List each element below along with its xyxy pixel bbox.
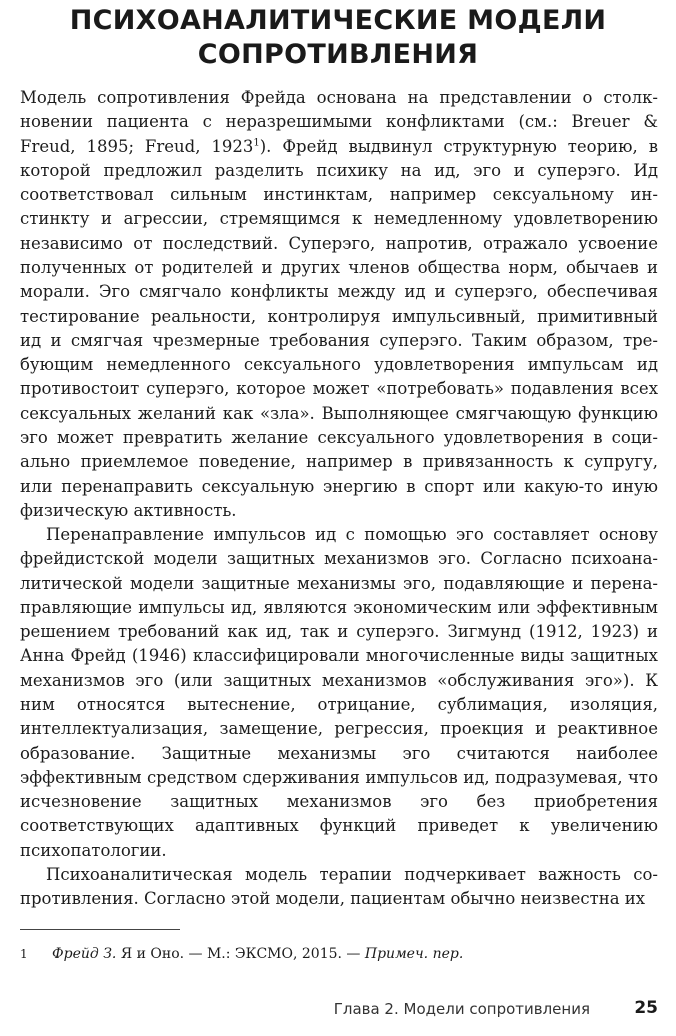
paragraph-1-part-2: ). Фрейд выдвинул структурную теорию, в которой предложил разделить психику на ид, эго и суперэго. Ид соответствовал сильным инстинктам, например сексуальному инстинкту и агрессии, стремящимся к немедленному удовлетворению независимо от последствий. Суперэго, напротив, отражало усвоение полученных от родителей и других членов общества норм, обычаев и морали. Эго смягчало конфликты между ид и суперэго, обеспечивая тестирование реальности, контролируя импульсивный, примитивный ид и смягчая чрезмерные требования суперэго. Таким образом, требующим немедленного сексуального удовлетворения импульсам ид противостоит суперэго, которое может «потребовать» подавления всех сексуальных желаний как «зла». Выполняющее смягчающую функцию эго может превратить желание сексуального удовлетворения в социально приемлемое поведение, например в привязанность к супругу, или перенаправить сексуальную энергию в спорт или какую-то иную физическую активность. [20, 136, 658, 520]
paragraph-2: Перенаправление импульсов ид с помощью эго составляет основу фрейдистской модели защитных механизмов эго. Согласно психоаналитической модели защитные механизмы эго, подавляющие и перенаправляющие импульсы ид, являются экономическим или эффективным решением требований как ид, так и суперэго. Зигмунд (1912, 1923) и Анна Фрейд (1946) классифицировали многочисленные виды защитных механизмов эго (или защитных механизмов «обслуживания эго»). К ним относятся вытеснение, отрицание, сублимация, изоляция, интеллектуализация, замещение, регрессия, проекция и реактивное образование. Защитные механизмы эго считаются наиболее эффективным средством сдерживания импульсов ид, подразумевая, что исчезновение защитных механизмов эго без приобретения соответствующих адаптивных функций приведет к увеличению психопатологии. [20, 525, 658, 860]
page-number: 25 [634, 998, 658, 1018]
paragraph-3: Психоаналитическая модель терапии подчеркивает важность сопротивления. Согласно этой модели, пациентам обычно неизвестна их [20, 865, 658, 909]
footnote [20, 944, 640, 964]
footnote-divider [20, 929, 180, 930]
section-title-line-2: СОПРОТИВЛЕНИЯ [197, 39, 479, 70]
footnote-number: 1 [20, 947, 28, 961]
footnote-text: Я и Оно. — М.: ЭКСМО, 2015. — [116, 946, 365, 962]
footnote-translator-note: Примеч. пер. [364, 946, 464, 962]
section-title [20, 4, 656, 72]
section-title-line-1: ПСИХОАНАЛИТИЧЕСКИЕ МОДЕЛИ [69, 5, 607, 36]
footnote-ref-1[interactable]: 1 [253, 137, 260, 149]
paragraph-1 [20, 86, 658, 523]
footnote-author: Фрейд З. [52, 946, 117, 962]
paragraph-1-part-1: Модель сопротивления Фрейда основана на представлении о столкновении пациента с неразрешимыми конфликтами (см.: Breuer & Freud, 1895; Freud, 1923 [20, 88, 658, 156]
running-footer-chapter: Глава 2. Модели сопротивления [333, 1000, 590, 1018]
body-text [20, 86, 658, 912]
